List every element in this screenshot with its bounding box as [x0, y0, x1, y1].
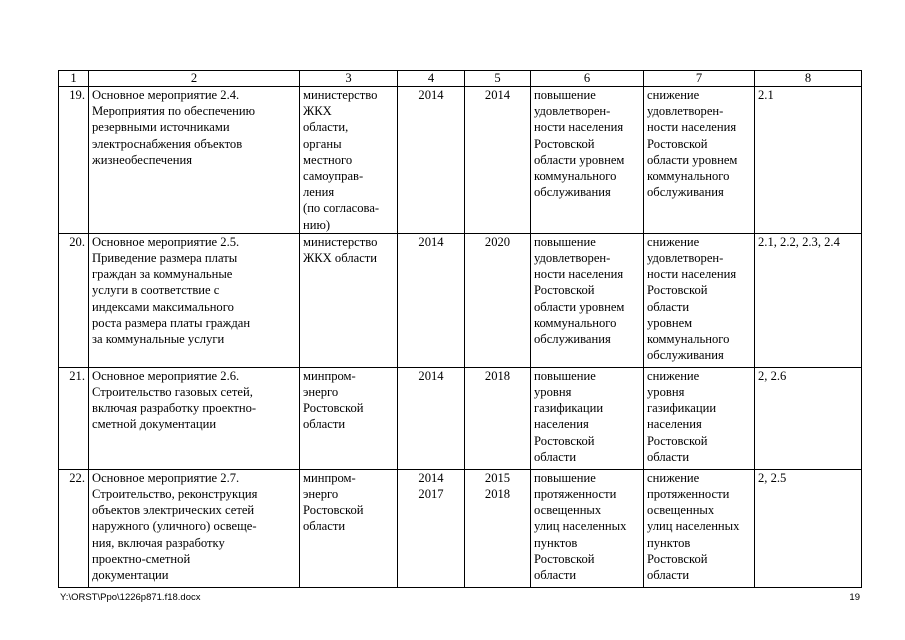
cell-line: коммунального	[534, 169, 617, 184]
end-year-cell	[465, 87, 531, 234]
end-year-cell	[465, 233, 531, 367]
cell-line: Основное мероприятие 2.7.	[92, 470, 240, 485]
cell-line: министерство	[303, 234, 378, 249]
cell-line: Ростовской	[647, 433, 708, 448]
cell-line: удовлетворен-	[534, 104, 611, 119]
cell-line: 2.1	[758, 88, 774, 102]
executor-cell	[300, 233, 398, 367]
cell-line: обслуживания	[534, 185, 611, 200]
table-row	[59, 87, 862, 234]
cell-line: уровня	[647, 385, 685, 400]
executor-cell	[300, 87, 398, 234]
footer-file-path: Y:\ORST\Ppo\1226p871.f18.docx	[60, 592, 201, 603]
cell-line: области	[534, 449, 577, 464]
header-cell: 8	[755, 71, 862, 87]
row-number-cell: 21.	[59, 367, 89, 469]
cell-line: области уровнем	[647, 152, 738, 167]
cell-line: удовлетворен-	[647, 251, 724, 266]
cell-line: повышение	[534, 368, 596, 383]
cell-line: ЖКХ	[303, 104, 332, 119]
cell-line: области	[647, 299, 690, 314]
start-year-cell	[398, 469, 465, 587]
row-number-cell: 19.	[59, 87, 89, 234]
table-row	[59, 367, 862, 469]
executor-cell	[300, 367, 398, 469]
cell-line: сметной документации	[92, 417, 217, 432]
cell-line: документации	[92, 568, 169, 583]
cell-line: Ростовской	[303, 401, 364, 416]
cell-line: Основное мероприятие 2.6.	[92, 368, 240, 383]
cell-line: улиц населенных	[534, 519, 627, 534]
cell-line: 2020	[484, 234, 511, 249]
end-year-cell	[465, 367, 531, 469]
cell-line: Мероприятия по обеспечению	[92, 104, 256, 119]
cell-line: области	[647, 449, 690, 464]
cell-line: коммунального	[534, 315, 617, 330]
cell-line: Ростовской	[534, 433, 595, 448]
header-cell: 4	[398, 71, 465, 87]
cell-line: местного	[303, 152, 353, 167]
cell-line: протяженности	[647, 487, 730, 502]
cell-line: области,	[303, 120, 349, 135]
cell-line: области	[303, 519, 346, 534]
row-number-cell: 22.	[59, 469, 89, 587]
cell-line: 2.1, 2.2, 2.3, 2.4	[758, 234, 840, 249]
cell-line: Ростовской	[534, 551, 595, 566]
cell-line: Строительство газовых сетей,	[92, 385, 253, 400]
cell-line: минпром-	[303, 470, 356, 485]
cell-line: населения	[647, 417, 702, 432]
indicator-link-cell	[755, 367, 862, 469]
cell-line: 2, 2.6	[758, 368, 787, 383]
cell-line: области	[303, 417, 346, 432]
cell-line: энерго	[303, 385, 339, 400]
cell-line: ности населения	[534, 120, 624, 135]
expected-result-cell	[531, 87, 644, 234]
cell-line: 2018	[484, 487, 511, 502]
cell-line: области уровнем	[534, 152, 625, 167]
cell-line: ления	[303, 185, 335, 200]
cell-line: 2015	[484, 470, 511, 485]
cell-line: обслуживания	[647, 185, 724, 200]
cell-line: области	[534, 568, 577, 583]
cell-line: снижение	[647, 88, 700, 102]
cell-line: включая разработку проектно-	[92, 401, 257, 416]
cell-line: коммунального	[647, 332, 730, 347]
cell-line: Ростовской	[303, 503, 364, 518]
start-year-cell	[398, 233, 465, 367]
cell-line: Основное мероприятие 2.5.	[92, 234, 240, 249]
cell-line: Приведение размера платы	[92, 251, 238, 266]
cell-line: 2018	[484, 368, 511, 383]
cell-line: области	[647, 568, 690, 583]
cell-line: населения	[534, 417, 589, 432]
cell-line: газификации	[647, 401, 717, 416]
cell-line: наружного (уличного) освеще-	[92, 519, 257, 534]
cell-line: проектно-сметной	[92, 551, 191, 566]
cell-line: услуги в соответствие с	[92, 283, 220, 298]
indicator-link-cell	[755, 87, 862, 234]
consequence-cell	[644, 469, 755, 587]
cell-line: ния, включая разработку	[92, 535, 225, 550]
cell-line: 2017	[418, 487, 444, 502]
cell-line: Строительство, реконструкция	[92, 487, 258, 502]
header-cell: 1	[59, 71, 89, 87]
expected-result-cell	[531, 469, 644, 587]
cell-line: 2014	[418, 88, 444, 102]
cell-line: уровнем	[647, 315, 693, 330]
activity-title-cell	[89, 233, 300, 367]
header-cell: 3	[300, 71, 398, 87]
cell-line: индексами максимального	[92, 299, 234, 314]
cell-line: Ростовской	[647, 283, 708, 298]
cell-line: 2014	[418, 368, 444, 383]
cell-line: повышение	[534, 470, 596, 485]
cell-line: министерство	[303, 88, 378, 102]
indicator-link-cell	[755, 469, 862, 587]
cell-line: ности населения	[534, 267, 624, 282]
cell-line: ЖКХ области	[303, 251, 378, 266]
cell-line: роста размера платы граждан	[92, 315, 251, 330]
header-row	[59, 71, 862, 87]
expected-result-cell	[531, 233, 644, 367]
cell-line: объектов электрических сетей	[92, 503, 255, 518]
indicator-link-cell	[755, 233, 862, 367]
row-number-cell: 20.	[59, 233, 89, 367]
cell-line: улиц населенных	[647, 519, 740, 534]
consequence-cell	[644, 233, 755, 367]
cell-line: уровня	[534, 385, 572, 400]
cell-line: (по согласова-	[303, 201, 380, 216]
cell-line: удовлетворен-	[647, 104, 724, 119]
header-cell: 7	[644, 71, 755, 87]
cell-line: области уровнем	[534, 299, 625, 314]
cell-line: нию)	[303, 217, 331, 232]
cell-line: ности населения	[647, 267, 737, 282]
cell-line: обслуживания	[647, 348, 724, 363]
activity-title-cell	[89, 87, 300, 234]
cell-line: газификации	[534, 401, 604, 416]
table-row	[59, 233, 862, 367]
header-cell: 5	[465, 71, 531, 87]
cell-line: ности населения	[647, 120, 737, 135]
expected-result-cell	[531, 367, 644, 469]
cell-line: удовлетворен-	[534, 251, 611, 266]
activity-title-cell	[89, 469, 300, 587]
cell-line: минпром-	[303, 368, 356, 383]
cell-line: освещенных	[647, 503, 715, 518]
cell-line: освещенных	[534, 503, 602, 518]
consequence-cell	[644, 87, 755, 234]
cell-line: граждан за коммунальные	[92, 267, 233, 282]
cell-line: самоуправ-	[303, 169, 364, 184]
cell-line: снижение	[647, 368, 700, 383]
footer-page-number: 19	[849, 592, 860, 603]
end-year-cell	[465, 469, 531, 587]
cell-line: снижение	[647, 234, 700, 249]
header-cell: 2	[89, 71, 300, 87]
cell-line: энерго	[303, 487, 339, 502]
cell-line: протяженности	[534, 487, 617, 502]
cell-line: Ростовской	[647, 551, 708, 566]
start-year-cell	[398, 87, 465, 234]
cell-line: Основное мероприятие 2.4.	[92, 88, 240, 102]
cell-line: пунктов	[647, 535, 691, 550]
cell-line: обслуживания	[534, 332, 611, 347]
cell-line: повышение	[534, 234, 596, 249]
cell-line: 2014	[484, 88, 511, 102]
consequence-cell	[644, 367, 755, 469]
header-cell: 6	[531, 71, 644, 87]
executor-cell	[300, 469, 398, 587]
cell-line: электроснабжения объектов	[92, 136, 243, 151]
cell-line: 2014	[418, 234, 444, 249]
cell-line: 2014	[418, 470, 444, 485]
cell-line: за коммунальные услуги	[92, 332, 225, 347]
cell-line: органы	[303, 136, 342, 151]
cell-line: снижение	[647, 470, 700, 485]
cell-line: 2, 2.5	[758, 470, 787, 485]
activity-title-cell	[89, 367, 300, 469]
cell-line: Ростовской	[647, 136, 708, 151]
cell-line: Ростовской	[534, 136, 595, 151]
cell-line: повышение	[534, 88, 596, 102]
program-table	[58, 70, 862, 588]
cell-line: коммунального	[647, 169, 730, 184]
cell-line: пунктов	[534, 535, 578, 550]
cell-line: Ростовской	[534, 283, 595, 298]
cell-line: жизнеобеспечения	[92, 152, 192, 167]
start-year-cell	[398, 367, 465, 469]
cell-line: резервными источниками	[92, 120, 230, 135]
table-row	[59, 469, 862, 587]
